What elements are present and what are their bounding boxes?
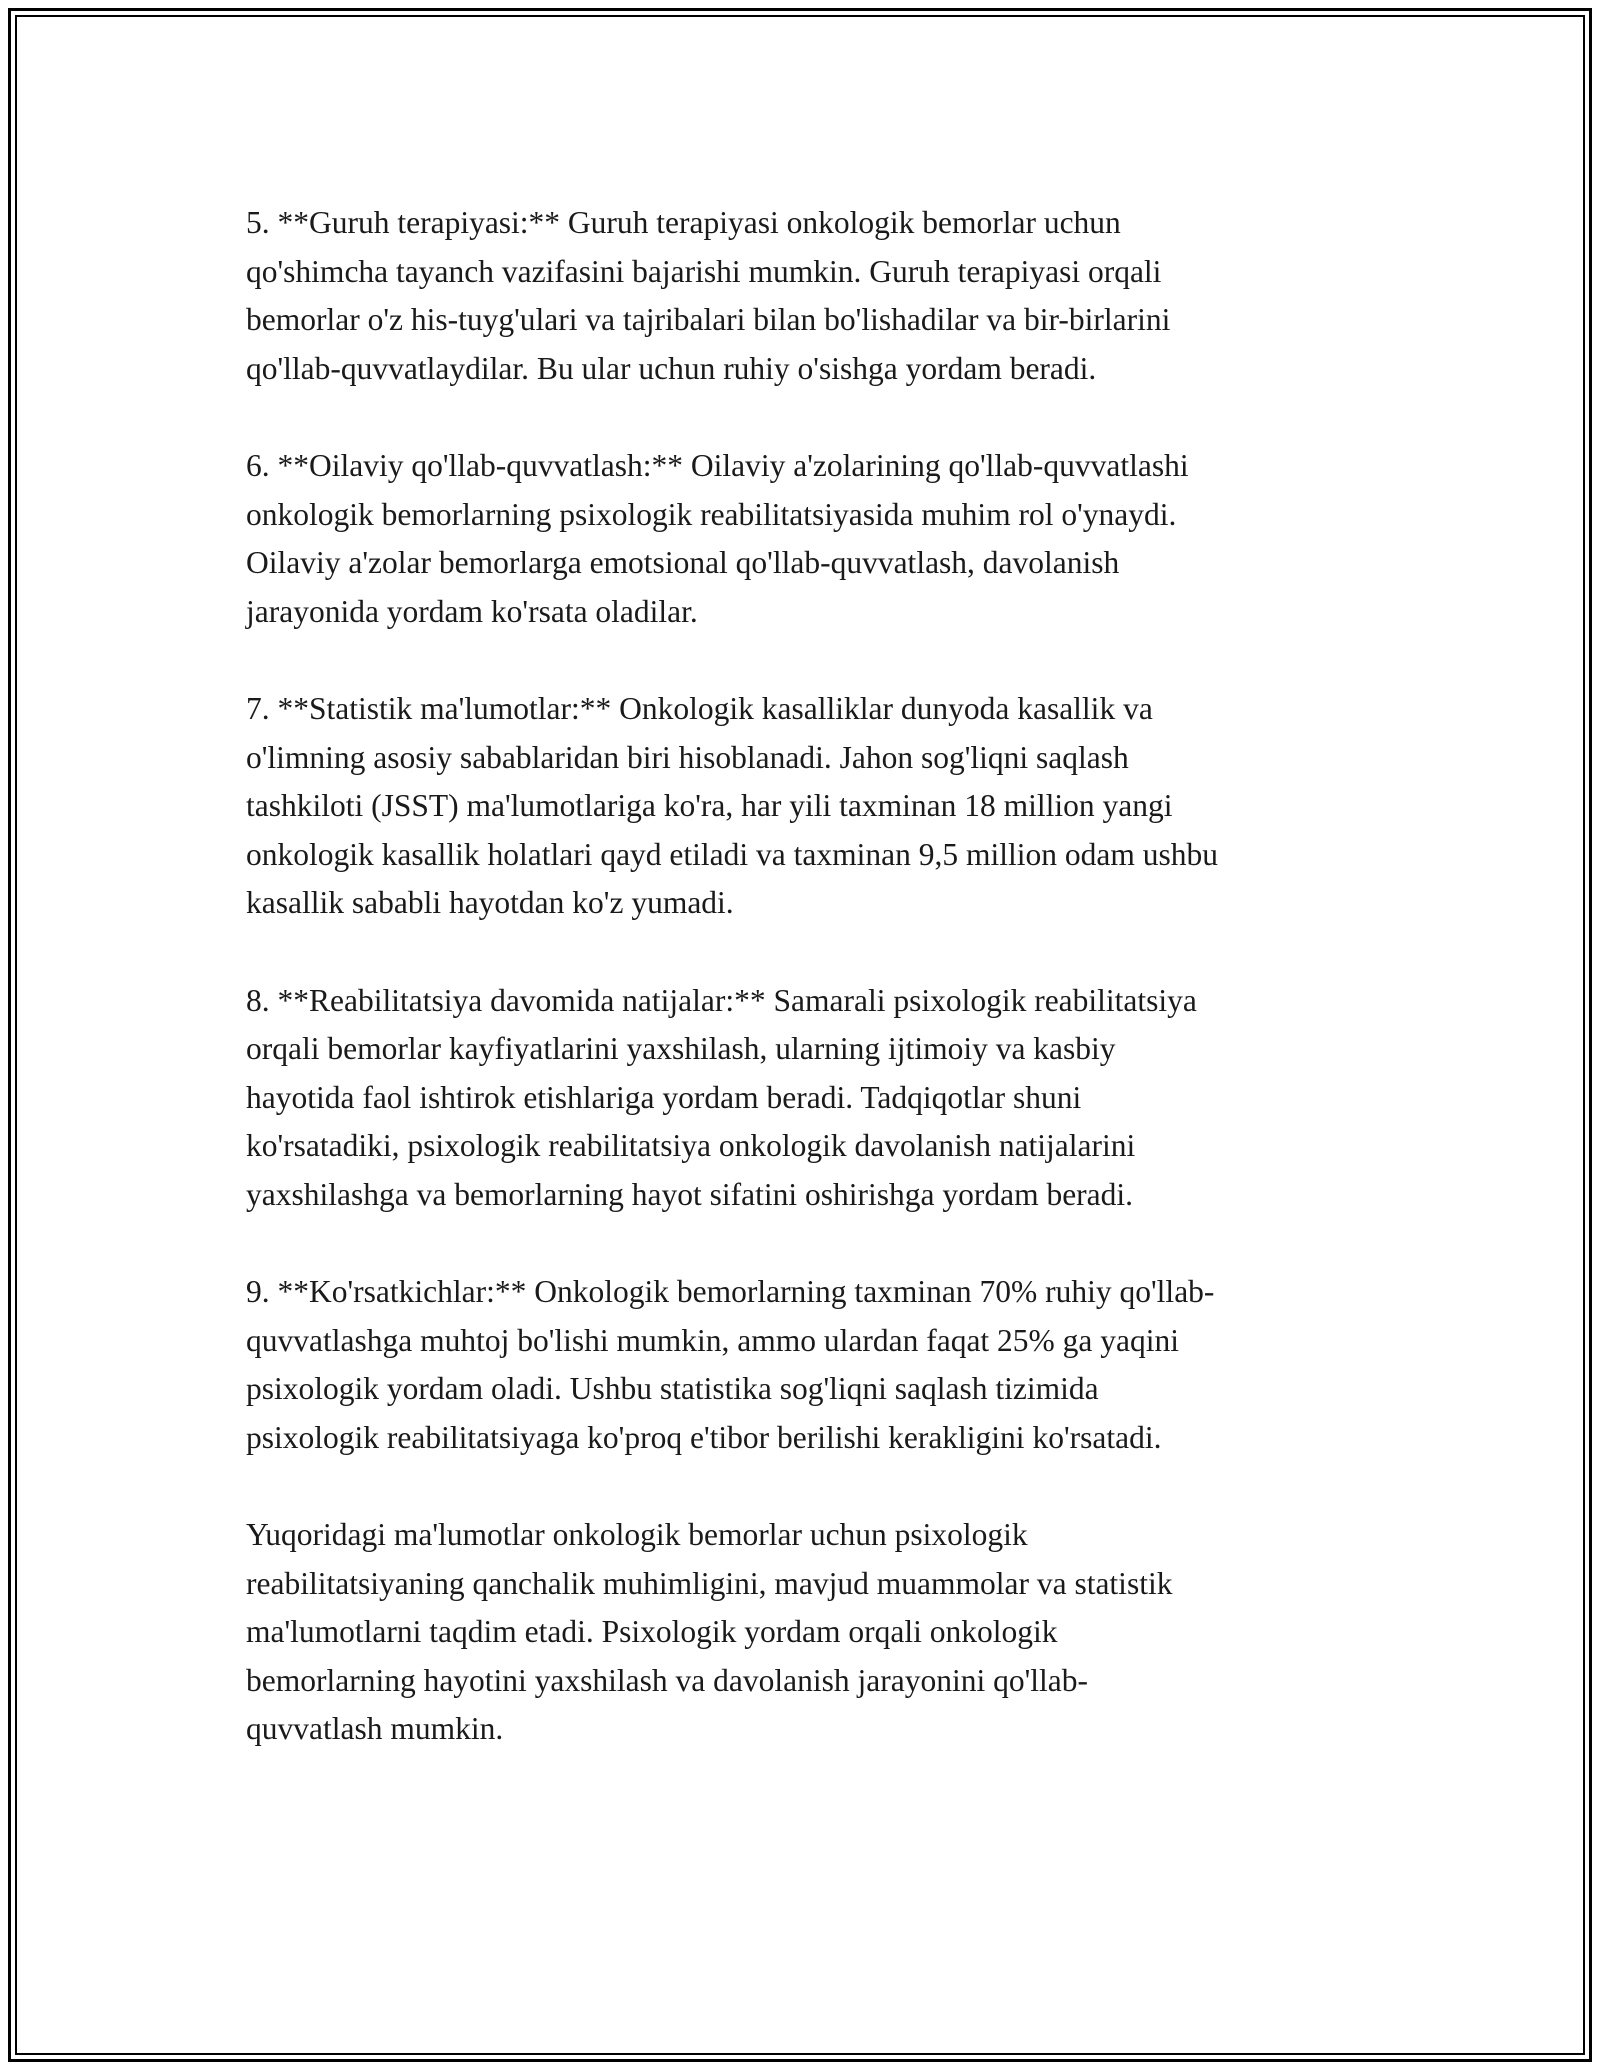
- paragraph-statistik-malumotlar: 7. **Statistik ma'lumotlar:** Onkologik kasalliklar dunyoda kasallik va o'limning asosiy sabablaridan biri hisoblanadi. Jahon sog'liqni saqlash tashkiloti (JSST) ma'lumotlariga ko'ra, har yili taxminan 18 million yangi onkologik kasallik holatlari qayd etiladi va taxminan 9,5 million odam ushbu kasallik sababli hayotdan ko'z yumadi.: [246, 690, 1218, 921]
- document-body: [246, 199, 1396, 1754]
- paragraph-korsatkichlar: 9. **Ko'rsatkichlar:** Onkologik bemorlarning taxminan 70% ruhiy qo'llab- quvvatlashga muhtoj bo'lishi mumkin, ammo ulardan faqat 25% ga yaqini psixologik yordam oladi. Ushbu statistika sog'liqni saqlash tizimida psixologik reabilitatsiyaga ko'proq e'tibor berilishi kerakligini ko'rsatadi.: [246, 1274, 1215, 1455]
- page-frame: [8, 8, 1592, 2062]
- paragraph-reabilitatsiya-natijalar: 8. **Reabilitatsiya davomida natijalar:** Samarali psixologik reabilitatsiya orqali bemorlar kayfiyatlarini yaxshilash, ularning ijtimoiy va kasbiy hayotida faol ishtirok etishlariga yordam beradi. Tadqiqotlar shuni ko'rsatadiki, psixologik reabilitatsiya onkologik davolanish natijalarini yaxshilashga va bemorlarning hayot sifatini oshirishga yordam beradi.: [246, 982, 1197, 1212]
- paragraph-guruh-terapiyasi: 5. **Guruh terapiyasi:** Guruh terapiyasi onkologik bemorlar uchun qo'shimcha tayanch vazifasini bajarishi mumkin. Guruh terapiyasi orqali bemorlar o'z his-tuyg'ulari va tajribalari bilan bo'lishadilar va bir-birlarini qo'llab-quvvatlaydilar. Bu ular uchun ruhiy o'sishga yordam beradi.: [246, 205, 1171, 386]
- paragraph-oilaviy-qollab-quvvatlash: 6. **Oilaviy qo'llab-quvvatlash:** Oilaviy a'zolarining qo'llab-quvvatlashi onkologik bemorlarning psixologik reabilitatsiyasida muhim rol o'ynaydi. Oilaviy a'zolar bemorlarga emotsional qo'llab-quvvatlash, davolanish jarayonida yordam ko'rsata oladilar.: [246, 447, 1189, 629]
- paragraph-conclusion: Yuqoridagi ma'lumotlar onkologik bemorlar uchun psixologik reabilitatsiyaning qanchalik muhimligini, mavjud muammolar va statistik ma'lumotlarni taqdim etadi. Psixologik yordam orqali onkologik bemorlarning hayotini yaxshilash va davolanish jarayonini qo'llab- quvvatlash mumkin.: [246, 1517, 1173, 1747]
